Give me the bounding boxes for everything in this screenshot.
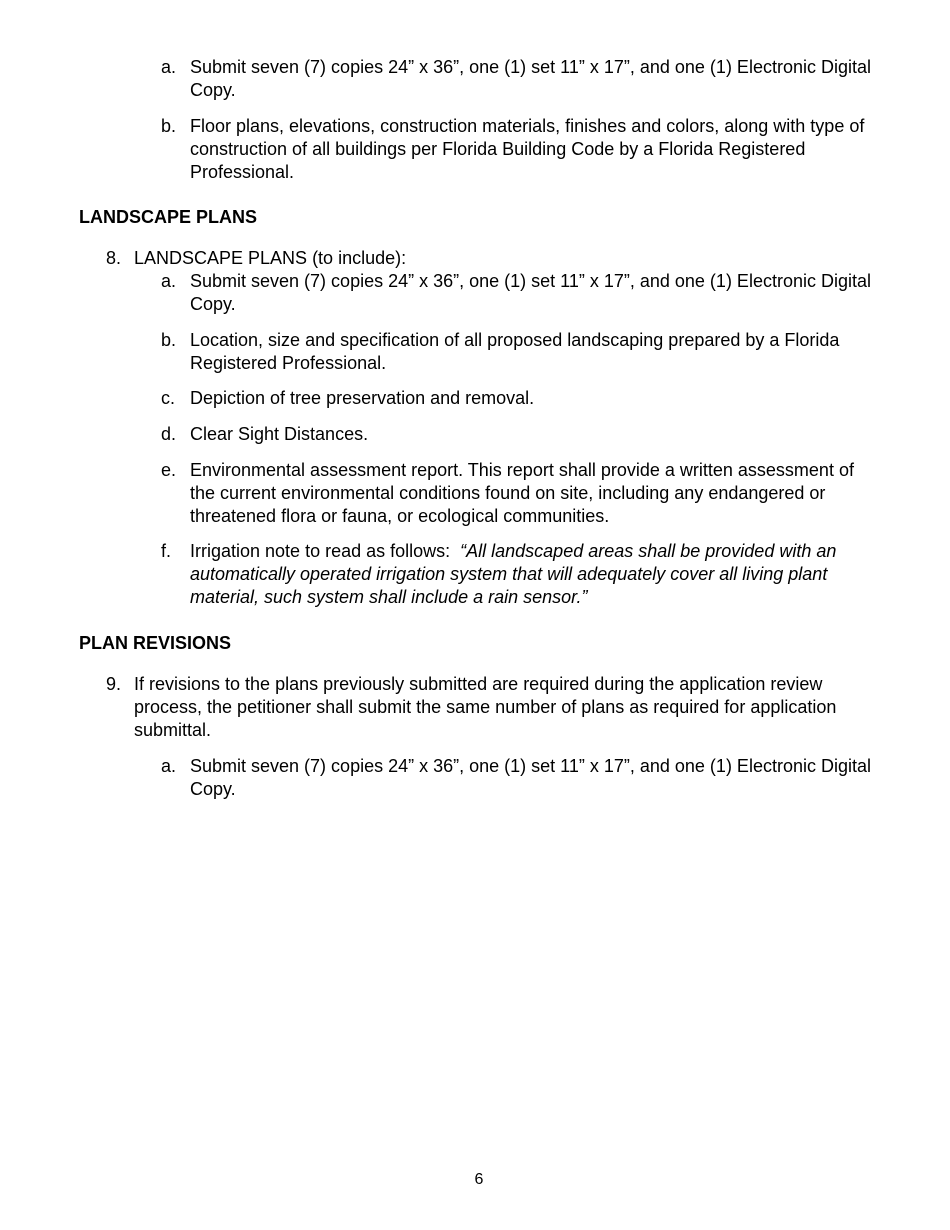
list-item <box>161 270 871 316</box>
list-item <box>161 56 871 102</box>
irrigation-note-quote: “All landscaped areas shall be provided with an automatically operated irrigation system that will adequately cover all living plant material, such system shall include a rain sensor.” <box>190 541 837 607</box>
list-marker: e. <box>161 460 177 480</box>
list-item <box>161 387 871 410</box>
numbered-item-8 <box>106 247 871 270</box>
irrigation-note-lead: Irrigation note to read as follows: <box>190 541 461 561</box>
list-marker: f. <box>161 541 172 561</box>
section-heading-landscape: LANDSCAPE PLANS <box>79 207 258 227</box>
list-marker: 9. <box>106 674 122 694</box>
list-item-text: Clear Sight Distances. <box>190 424 369 444</box>
list-marker: b. <box>161 116 177 136</box>
page-number: 6 <box>474 1171 484 1188</box>
list-item <box>161 115 871 184</box>
list-item-text: Environmental assessment report. This report shall provide a written assessment of the current environmental conditions found on site, including any endangered or threatened flora or fauna, or ecological communities. <box>190 460 854 526</box>
list-item <box>161 329 871 375</box>
list-item <box>161 459 871 528</box>
list-item-text: If revisions to the plans previously submitted are required during the application review process, the petitioner shall submit the same number of plans as required for application submittal. <box>134 674 837 740</box>
list-item-text: Submit seven (7) copies 24” x 36”, one (1) set 11” x 17”, and one (1) Electronic Digital Copy. <box>190 756 871 799</box>
list-item-text: Submit seven (7) copies 24” x 36”, one (1) set 11” x 17”, and one (1) Electronic Digital Copy. <box>190 57 871 100</box>
list-marker: c. <box>161 388 176 408</box>
list-item-text <box>190 540 871 609</box>
list-marker: a. <box>161 271 177 291</box>
list-marker: b. <box>161 330 177 350</box>
list-item-text: Submit seven (7) copies 24” x 36”, one (1) set 11” x 17”, and one (1) Electronic Digital Copy. <box>190 271 871 314</box>
list-item <box>161 423 871 446</box>
list-marker: a. <box>161 57 177 77</box>
list-marker: a. <box>161 756 177 776</box>
list-item-text: Location, size and specification of all proposed landscaping prepared by a Florida Registered Professional. <box>190 330 840 373</box>
list-item-text: Floor plans, elevations, construction materials, finishes and colors, along with type of construction of all buildings per Florida Building Code by a Florida Registered Professional. <box>190 116 865 182</box>
section-heading-revisions: PLAN REVISIONS <box>79 633 232 653</box>
numbered-item-9 <box>106 673 871 742</box>
list-item-text: LANDSCAPE PLANS (to include): <box>134 248 407 268</box>
list-item-text: Depiction of tree preservation and removal. <box>190 388 535 408</box>
list-item <box>161 755 871 801</box>
list-marker: 8. <box>106 248 122 268</box>
list-marker: d. <box>161 424 177 444</box>
list-item <box>161 540 871 609</box>
